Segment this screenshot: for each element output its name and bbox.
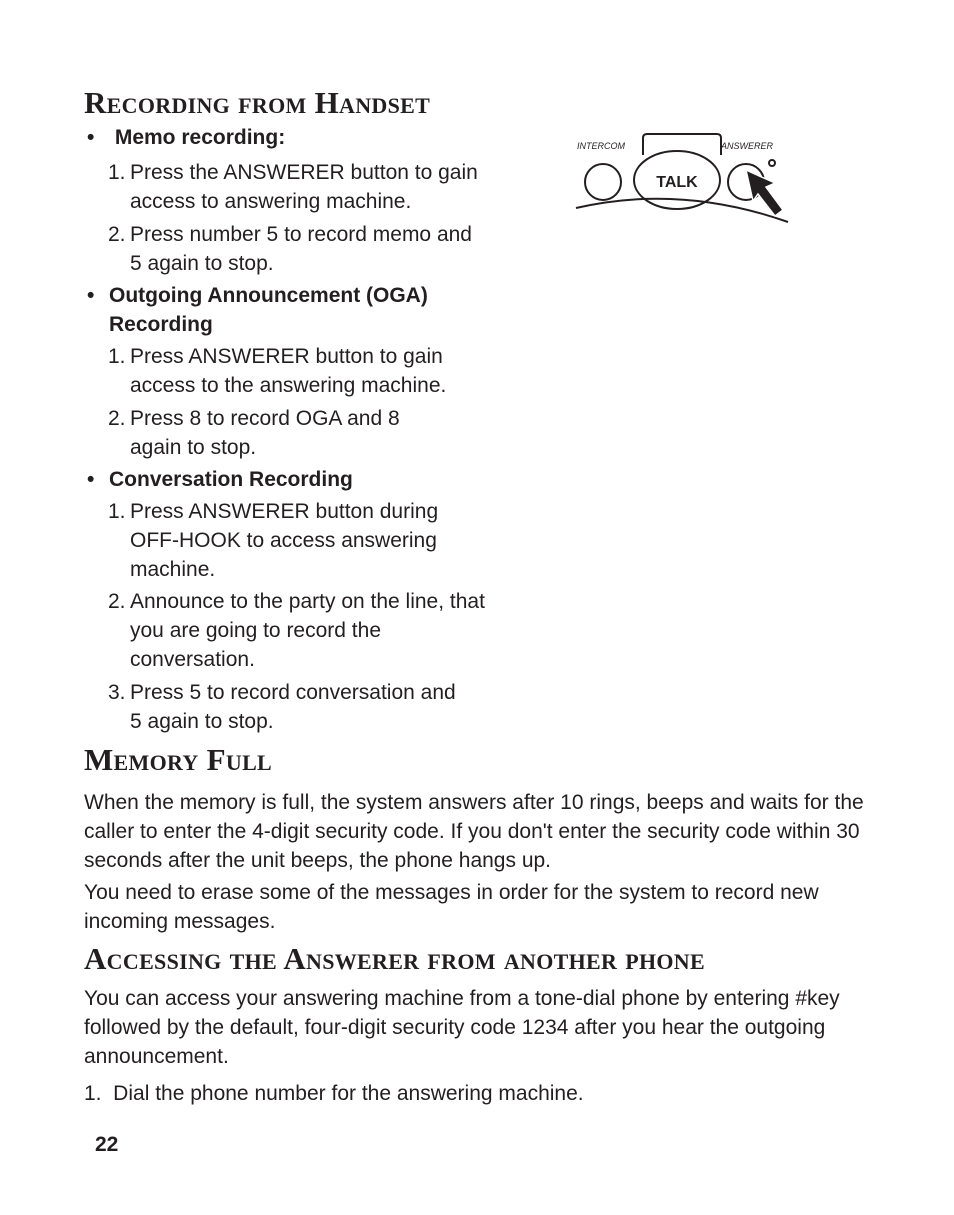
remote-access-step-1: 1. Dial the phone number for the answering machine. (84, 1082, 584, 1105)
bullet-label: Conversation Recording (109, 468, 353, 491)
step-text: Press ANSWERER button during OFF-HOOK to access answering machine. (130, 500, 439, 581)
handset-edge-curve (576, 199, 788, 222)
bullet-label: Outgoing Announcement (OGA) Recording (109, 284, 428, 336)
memory-full-paragraph-1: When the memory is full, the system answers after 10 rings, beeps and waits for the caller to enter the 4-digit security code. If you don't enter the security code within 30 seconds after the unit beeps, the phone hangs up. (84, 791, 864, 872)
step-number: 3. (108, 681, 126, 704)
bullet-memo-recording (87, 123, 285, 152)
handset-buttons-illustration (570, 126, 795, 236)
conversation-step-2 (108, 587, 488, 674)
oga-step-1 (108, 342, 488, 400)
step-number: 2. (108, 407, 126, 430)
step-text: Press number 5 to record memo and 5 again to stop. (130, 223, 472, 275)
step-number: 1. (108, 500, 126, 523)
intercom-button[interactable] (585, 164, 621, 200)
bullet-dot: • (87, 468, 95, 491)
answerer-label: ANSWERER (721, 141, 774, 151)
bullet-oga-recording (87, 281, 489, 339)
page-number: 22 (95, 1133, 119, 1156)
step-text: Announce to the party on the line, that you are going to record the conversation. (130, 590, 485, 671)
bullet-label: Memo recording: (109, 126, 286, 149)
intercom-label: INTERCOM (577, 141, 625, 151)
talk-label: TALK (656, 174, 698, 191)
step-number: 1. (108, 345, 126, 368)
bullet-dot: • (87, 126, 95, 149)
step-number: 1. (108, 161, 126, 184)
step-text: Press 8 to record OGA and 8 again to stop. (130, 407, 400, 459)
oga-step-2 (108, 404, 488, 462)
step-text: Press 5 to record conversation and 5 again to stop. (130, 681, 456, 733)
bullet-dot: • (87, 284, 95, 307)
remote-access-paragraph: You can access your answering machine from a tone-dial phone by entering #key followed by the default, four-digit security code 1234 after you hear the outgoing announcement. (84, 987, 840, 1068)
step-text: Press the ANSWERER button to gain access to answering machine. (130, 161, 478, 213)
step-text: Press ANSWERER button to gain access to the answering machine. (130, 345, 447, 397)
conversation-step-3 (108, 678, 488, 736)
step-number: 2. (108, 590, 126, 613)
section-title-memory-full: Memory Full (84, 742, 273, 777)
memo-step-2 (108, 220, 488, 278)
indicator-light-icon (769, 160, 775, 166)
section-title-recording-from-handset: Recording from Handset (84, 85, 431, 120)
conversation-step-1 (108, 497, 488, 584)
memory-full-paragraph-2: You need to erase some of the messages in order for the system to record new incoming messages. (84, 881, 819, 933)
section-title-accessing-answerer: Accessing the Answerer from another phone (84, 941, 705, 976)
memo-step-1 (108, 158, 488, 216)
pointer-arrow-icon (746, 170, 783, 216)
step-number: 2. (108, 223, 126, 246)
bullet-conversation-recording (87, 465, 353, 494)
